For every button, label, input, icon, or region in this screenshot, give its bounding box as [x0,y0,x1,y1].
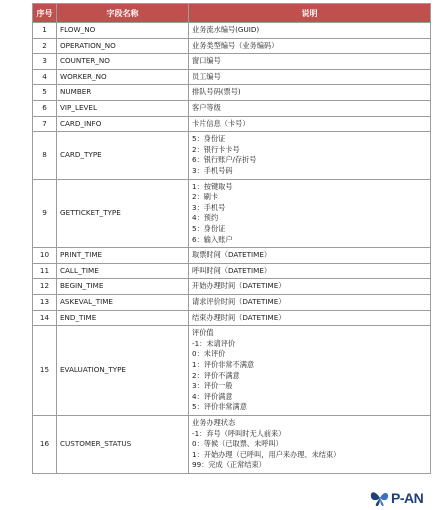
cell-no: 10 [33,248,57,264]
description-line: 1：评价非常不满意 [192,359,255,369]
cell-field-name: END_TIME [57,310,189,326]
description-line: -1：未请评价 [192,338,236,348]
cell-no: 15 [33,326,57,416]
table-row [33,415,431,473]
description-line: 窗口编号 [192,56,221,66]
description-line: 2：银行卡卡号 [192,144,240,154]
description-line: 卡片信息（卡号） [192,118,250,128]
cell-field-name: CUSTOMER_STATUS [57,415,189,473]
cell-no: 5 [33,85,57,101]
description-line: 1：开始办理（已呼叫，用户来办理、未结束） [192,449,341,459]
cell-no: 14 [33,310,57,326]
table-body [33,23,431,474]
cell-description [189,69,431,85]
description-line: 1：按键取号 [192,181,233,191]
description-line: 业务流水编号(GUID) [192,25,260,34]
table-row [33,54,431,70]
table-row [33,179,431,248]
cell-no: 8 [33,132,57,179]
description-line: 取票时间（DATETIME） [192,250,272,260]
field-description-table [32,3,431,474]
cell-field-name: BEGIN_TIME [57,279,189,295]
description-line: 3：手机号码 [192,165,233,175]
description-line: 结束办理时间（DATETIME） [192,312,286,322]
table-row [33,69,431,85]
brand-logo [369,489,433,507]
description-line: 4：预约 [192,213,219,223]
description-line: 0：未评价 [192,349,226,359]
cell-no: 1 [33,23,57,39]
cell-no: 2 [33,38,57,54]
description-line: 3：评价一般 [192,381,233,391]
table-row [33,116,431,132]
description-line: 5：身份证 [192,223,226,233]
table-row [33,326,431,416]
cell-description [189,263,431,279]
description-line: 0：等候（已取票、未呼叫） [192,439,283,449]
description-line: 5：身份证 [192,134,226,144]
cell-field-name: COUNTER_NO [57,54,189,70]
cell-no: 3 [33,54,57,70]
table-row [33,294,431,310]
description-line: 客户等级 [192,102,221,112]
cell-field-name: CALL_TIME [57,263,189,279]
description-line: 呼叫时间（DATETIME） [192,265,272,275]
cell-description [189,54,431,70]
cell-no: 11 [33,263,57,279]
description-line: 开始办理时间（DATETIME） [192,281,286,291]
description-line: 5：评价非常满意 [192,402,247,412]
cell-description [189,85,431,101]
cell-no: 16 [33,415,57,473]
cell-field-name: CARD_TYPE [57,132,189,179]
table-row [33,248,431,264]
cell-description [189,310,431,326]
header-field-name: 字段名称 [57,4,189,23]
cell-description [189,279,431,295]
cell-no: 6 [33,100,57,116]
table-row [33,279,431,295]
cell-description [189,326,431,416]
header-no: 序号 [33,4,57,23]
cell-description [189,294,431,310]
header-description: 说明 [189,4,431,23]
description-line: 请求评价时间（DATETIME） [192,296,286,306]
cell-field-name: FLOW_NO [57,23,189,39]
cell-description [189,23,431,39]
cell-no: 9 [33,179,57,248]
cell-field-name: WORKER_NO [57,69,189,85]
table-row [33,85,431,101]
description-line: 业务类型编号（业务编码） [192,40,279,50]
description-line: 3：手机号 [192,202,226,212]
cell-description [189,132,431,179]
cell-field-name: PRINT_TIME [57,248,189,264]
cell-no: 4 [33,69,57,85]
description-line: 排队号码(票号) [192,87,241,97]
table-row [33,23,431,39]
cell-field-name: GETTICKET_TYPE [57,179,189,248]
table-row [33,132,431,179]
description-line: 2：评价不满意 [192,370,240,380]
description-line: 99：完成（正常结束） [192,460,266,470]
cell-field-name: VIP_LEVEL [57,100,189,116]
description-line: 业务办理状态 [192,417,236,427]
cell-description [189,116,431,132]
cell-field-name: EVALUATION_TYPE [57,326,189,416]
description-line: 2：刷卡 [192,192,219,202]
description-line: 6：银行账户/存折号 [192,155,257,165]
description-line: -1：弃号（呼叫时无人前来） [192,428,286,438]
cell-field-name: CARD_INFO [57,116,189,132]
logo-text: P-AN [391,490,424,506]
cell-no: 13 [33,294,57,310]
cell-description [189,415,431,473]
cell-field-name: ASKEVAL_TIME [57,294,189,310]
cell-description [189,100,431,116]
cell-description [189,179,431,248]
table-row [33,263,431,279]
cell-field-name: NUMBER [57,85,189,101]
table-header-row [33,4,431,23]
table-row [33,100,431,116]
description-line: 员工编号 [192,71,221,81]
cell-description [189,38,431,54]
cell-description [189,248,431,264]
butterfly-logo-icon [369,489,391,507]
table-row [33,310,431,326]
description-line: 评价值 [192,328,214,338]
cell-no: 12 [33,279,57,295]
description-line: 4：评价满意 [192,391,233,401]
description-line: 6：输入账户 [192,234,233,244]
cell-field-name: OPERATION_NO [57,38,189,54]
table-row [33,38,431,54]
cell-no: 7 [33,116,57,132]
